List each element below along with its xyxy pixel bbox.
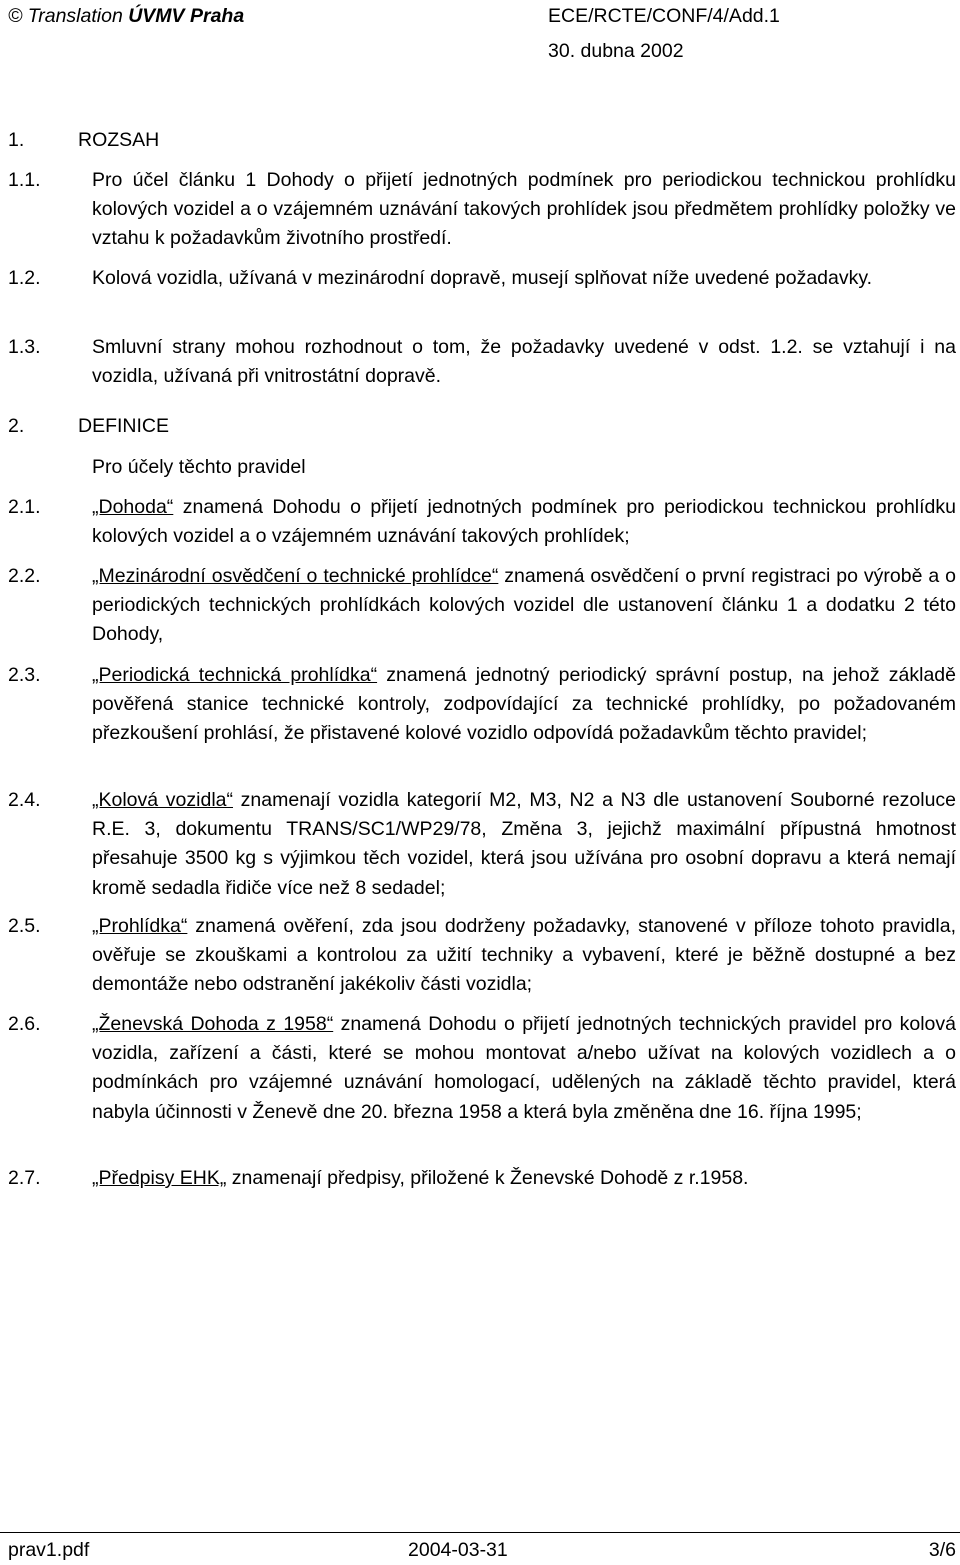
copyright-text: © Translation [8,5,129,27]
definition-text: znamená Dohodu o přijetí jednotných technických pravidel pro kolová vozidla, zařízení a části, které se mohou montovat a/nebo užívat na kolových vozidlech a o podmínkách pro vzájemné uznávání homologací, udělených na základě těchto pravidel, která nabyla účinnosti v Ženevě dne 20. března 1958 a která byla změněna dne 16. října 1995; [92,1013,956,1123]
definition-2-6 [8,1010,956,1127]
definition-2-5 [8,912,956,1000]
definition-text: znamená jednotný periodický správní postup, na jehož základě pověřená stanice technické kontroly, zodpovídající za technické prohlídky, po požadovaném přezkoušení prohlásí, že přistavené kolové vozidlo odpovídá požadavkům těchto pravidel; [92,664,956,745]
definition-2-2 [8,562,956,650]
definition-2-3 [8,661,956,749]
document-code: ECE/RCTE/CONF/4/Add.1 [548,5,780,27]
paragraph-number: 1.3. [8,336,41,358]
paragraph-number: 2.3. [8,664,41,686]
paragraph-number: 2.6. [8,1013,41,1035]
definition-2-1 [8,493,956,551]
section-number: 1. [8,129,25,151]
organization-name: ÚVMV Praha [128,5,245,27]
paragraph-number: 2.1. [8,496,41,518]
defined-term: „Mezinárodní osvědčení o technické prohlídce“ [92,565,499,587]
paragraph-number: 1.2. [8,267,41,289]
paragraph-1-1 [8,166,956,254]
paragraph-number: 2.7. [8,1167,41,1189]
defined-term: „Kolová vozidla“ [92,789,233,811]
defined-term: „Ženevská Dohoda z 1958“ [92,1013,334,1035]
section-title: ROZSAH [78,129,160,151]
defined-term: „Dohoda“ [92,496,174,518]
paragraph-1-2 [8,264,956,293]
definition-text: znamená ověření, zda jsou dodrženy požadavky, stanovené v příloze tohoto pravidla, ověřuje se zkouškami a kontrolou za užití techniky a vybavení, které je běžně dostupné a bez demontáže nebo odstranění jakékoliv části vozidla; [92,915,956,996]
definition-text: znamená Dohodu o přijetí jednotných podmínek pro periodickou technickou prohlídku kolových vozidel a o vzájemném uznávání takových prohlídek; [92,496,956,548]
defined-term: „Předpisy EHK„ [92,1167,227,1189]
paragraph-number: 2.4. [8,789,41,811]
paragraph-number: 2.2. [8,565,41,587]
section-number: 2. [8,415,25,437]
document-date: 30. dubna 2002 [548,40,684,62]
paragraph-number: 2.5. [8,915,41,937]
footer-divider [0,1532,960,1533]
paragraph-number: 1.1. [8,169,41,191]
definition-text: znamenají předpisy, přiložené k Ženevské Dohodě z r.1958. [226,1167,749,1189]
section-heading-scope [8,128,159,152]
definition-text: znamená osvědčení o první registraci po výrobě a o periodických technických prohlídkách kolových vozidel dle ustanovení článku 1 a dodatku 2 této Dohody, [92,565,956,646]
footer-filename: prav1.pdf [8,1539,90,1561]
section-title: DEFINICE [78,415,170,437]
definition-text: znamenají vozidla kategorií M2, M3, N2 a N3 dle ustanovení Souborné rezoluce R.E. 3, dokumentu TRANS/SC1/WP29/78, Změna 3, jejichž maximální přípustná hmotnost přesahuje 3500 kg s výjimkou těch vozidel, která jsou užívána pro osobní dopravu a která nemají kromě sedadla řidiče více než 8 sedadel; [92,789,957,899]
definitions-intro: Pro účely těchto pravidel [92,456,306,478]
paragraph-text: Pro účel článku 1 Dohody o přijetí jednotných podmínek pro periodickou technickou prohlídku kolových vozidel a o vzájemném uznávání takových prohlídek jsou předmětem prohlídky položky ve vztahu k požadavkům životního prostředí. [92,169,956,250]
paragraph-1-3 [8,333,956,391]
definition-2-7 [8,1164,956,1193]
paragraph-text: Kolová vozidla, užívaná v mezinárodní dopravě, musejí splňovat níže uvedené požadavky. [92,267,873,289]
section-heading-definitions [8,414,169,438]
copyright-notice [8,4,244,28]
defined-term: „Prohlídka“ [92,915,188,937]
definition-2-4 [8,786,956,903]
footer-date: 2004-03-31 [408,1539,508,1561]
footer-page-number: 3/6 [928,1539,956,1561]
defined-term: „Periodická technická prohlídka“ [92,664,378,686]
paragraph-text: Smluvní strany mohou rozhodnout o tom, že požadavky uvedené v odst. 1.2. se vztahují i na vozidla, užívaná při vnitrostátní dopravě. [92,336,956,388]
